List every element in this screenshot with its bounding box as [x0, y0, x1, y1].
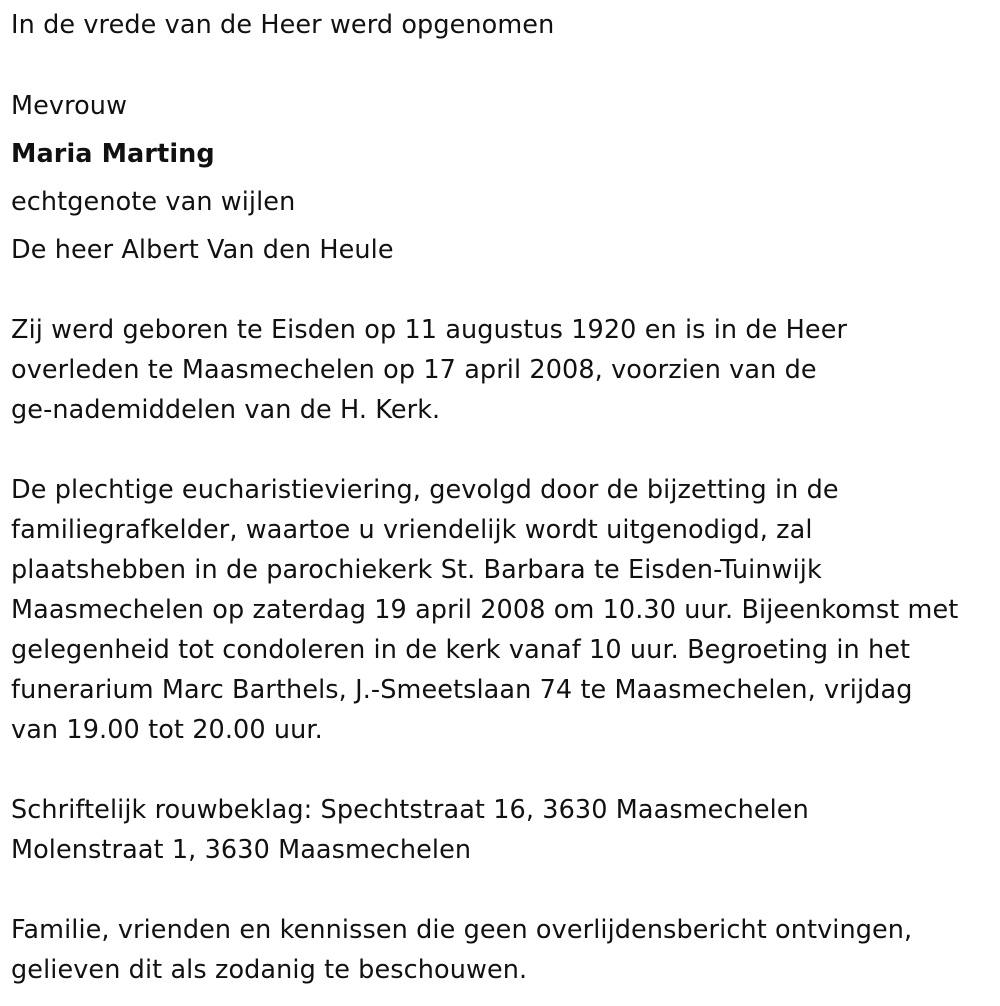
ceremony-line: plaatshebben in de parochiekerk St. Barbara te Eisden-Tuinwijk	[11, 555, 822, 585]
spouse-name: De heer Albert Van den Heule	[11, 235, 394, 265]
birth-death-line: ge-nademiddelen van de H. Kerk.	[11, 395, 441, 425]
condolence-address: Molenstraat 1, 3630 Maasmechelen	[11, 835, 472, 865]
ceremony-line: van 19.00 tot 20.00 uur.	[11, 715, 323, 745]
ceremony-line: De plechtige eucharistieviering, gevolgd door de bijzetting in de	[11, 475, 839, 505]
ceremony-line: gelegenheid tot condoleren in de kerk vanaf 10 uur. Begroeting in het	[11, 635, 911, 665]
intro-line: In de vrede van de Heer werd opgenomen	[11, 10, 555, 40]
ceremony-line: familiegrafkelder, waartoe u vriendelijk wordt uitgenodigd, zal	[11, 515, 813, 545]
closing-line: gelieven dit als zodanig te beschouwen.	[11, 955, 528, 985]
condolence-address: Schriftelijk rouwbeklag: Spechtstraat 16, 3630 Maasmechelen	[11, 795, 809, 825]
birth-death-line: overleden te Maasmechelen op 17 april 2008, voorzien van de	[11, 355, 817, 385]
relation-text: echtgenote van wijlen	[11, 187, 296, 217]
title-prefix: Mevrouw	[11, 91, 128, 121]
birth-death-line: Zij werd geboren te Eisden op 11 augustus 1920 en is in de Heer	[11, 315, 848, 345]
ceremony-line: Maasmechelen op zaterdag 19 april 2008 om 10.30 uur. Bijeenkomst met	[11, 595, 959, 625]
deceased-name: Maria Marting	[11, 139, 215, 169]
ceremony-line: funerarium Marc Barthels, J.-Smeetslaan 74 te Maasmechelen, vrijdag	[11, 675, 913, 705]
closing-line: Familie, vrienden en kennissen die geen overlijdensbericht ontvingen,	[11, 915, 913, 945]
